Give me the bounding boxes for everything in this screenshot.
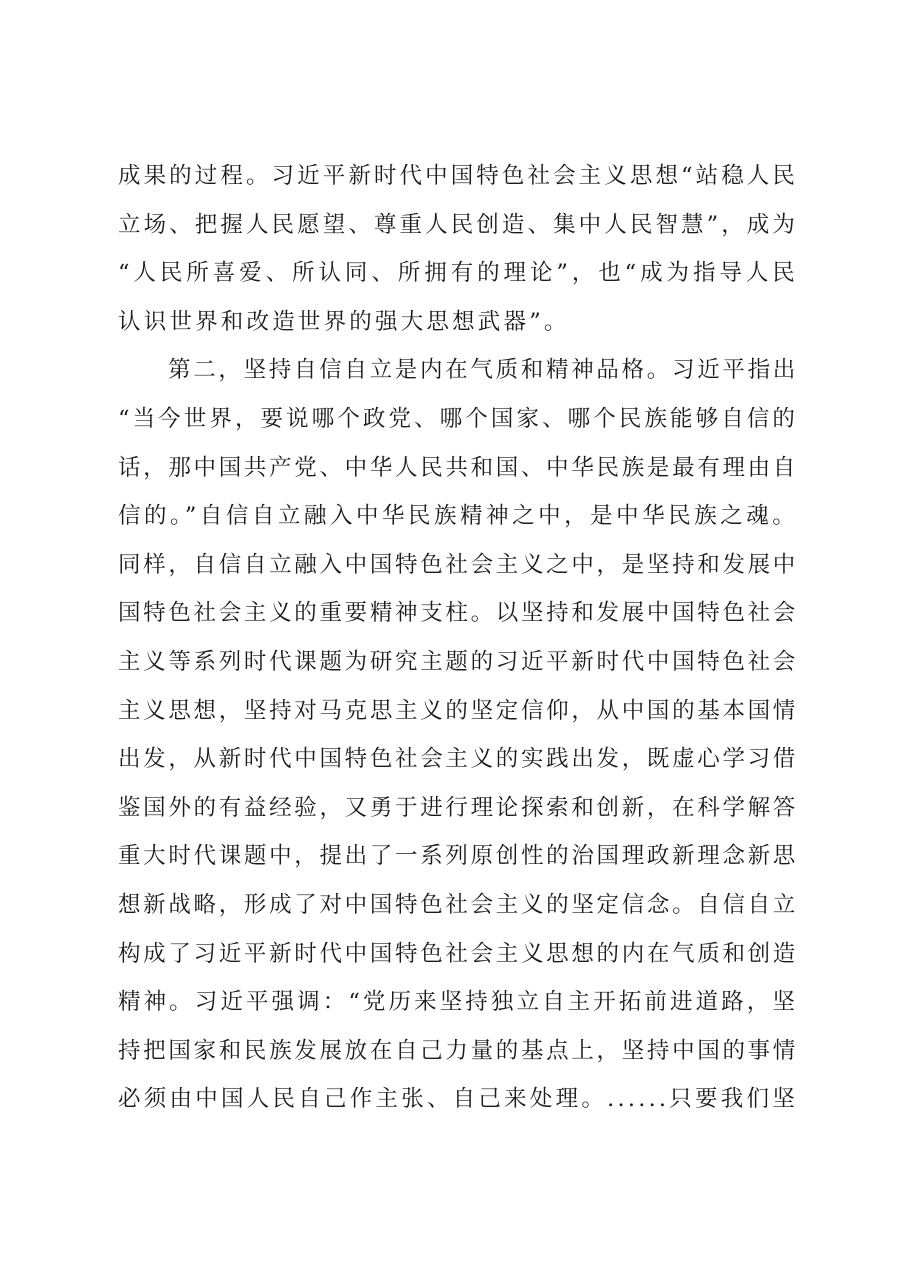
text-line: 成果的过程。习近平新时代中国特色社会主义思想“站稳人民 (118, 163, 798, 189)
text-line: 主义等系列时代课题为研究主题的习近平新时代中国特色社会 (118, 648, 798, 675)
body-text (118, 152, 798, 1124)
text-line: 认识世界和改造世界的强大思想武器”。 (118, 308, 570, 335)
text-line: 立场、把握人民愿望、尊重人民创造、集中人民智慧”，成为 (118, 211, 798, 238)
text-line: “当今世界，要说哪个政党、哪个国家、哪个民族能够自信的 (118, 405, 798, 432)
text-line: 持把国家和民族发展放在自己力量的基点上，坚持中国的事情 (118, 1037, 798, 1064)
text-line: 话，那中国共产党、中华人民共和国、中华民族是最有理由自 (118, 454, 798, 481)
text-line: 信的。”自信自立融入中华民族精神之中，是中华民族之魂。 (118, 503, 798, 530)
text-line: 精神。习近平强调：“党历来坚持独立自主开拓前进道路，坚 (118, 989, 798, 1016)
text-line: 主义思想，坚持对马克思主义的坚定信仰，从中国的基本国情 (118, 697, 798, 724)
paragraph-first-line: 第二，坚持自信自立是内在气质和精神品格。习近平指出 (168, 357, 798, 384)
text-line: 鉴国外的有益经验，又勇于进行理论探索和创新，在科学解答 (118, 794, 798, 821)
text-line: 想新战略，形成了对中国特色社会主义的坚定信念。自信自立 (118, 891, 798, 918)
text-line: 同样，自信自立融入中国特色社会主义之中，是坚持和发展中 (118, 551, 798, 578)
text-line: 必须由中国人民自己作主张、自己来处理。......只要我们坚 (118, 1086, 798, 1113)
text-line: 国特色社会主义的重要精神支柱。以坚持和发展中国特色社会 (118, 600, 798, 627)
text-line: 出发，从新时代中国特色社会主义的实践出发，既虚心学习借 (118, 746, 798, 773)
text-line: “人民所喜爱、所认同、所拥有的理论”，也“成为指导人民 (118, 260, 798, 287)
text-line: 重大时代课题中，提出了一系列原创性的治国理政新理念新思 (118, 843, 798, 870)
text-line: 构成了习近平新时代中国特色社会主义思想的内在气质和创造 (118, 940, 798, 967)
